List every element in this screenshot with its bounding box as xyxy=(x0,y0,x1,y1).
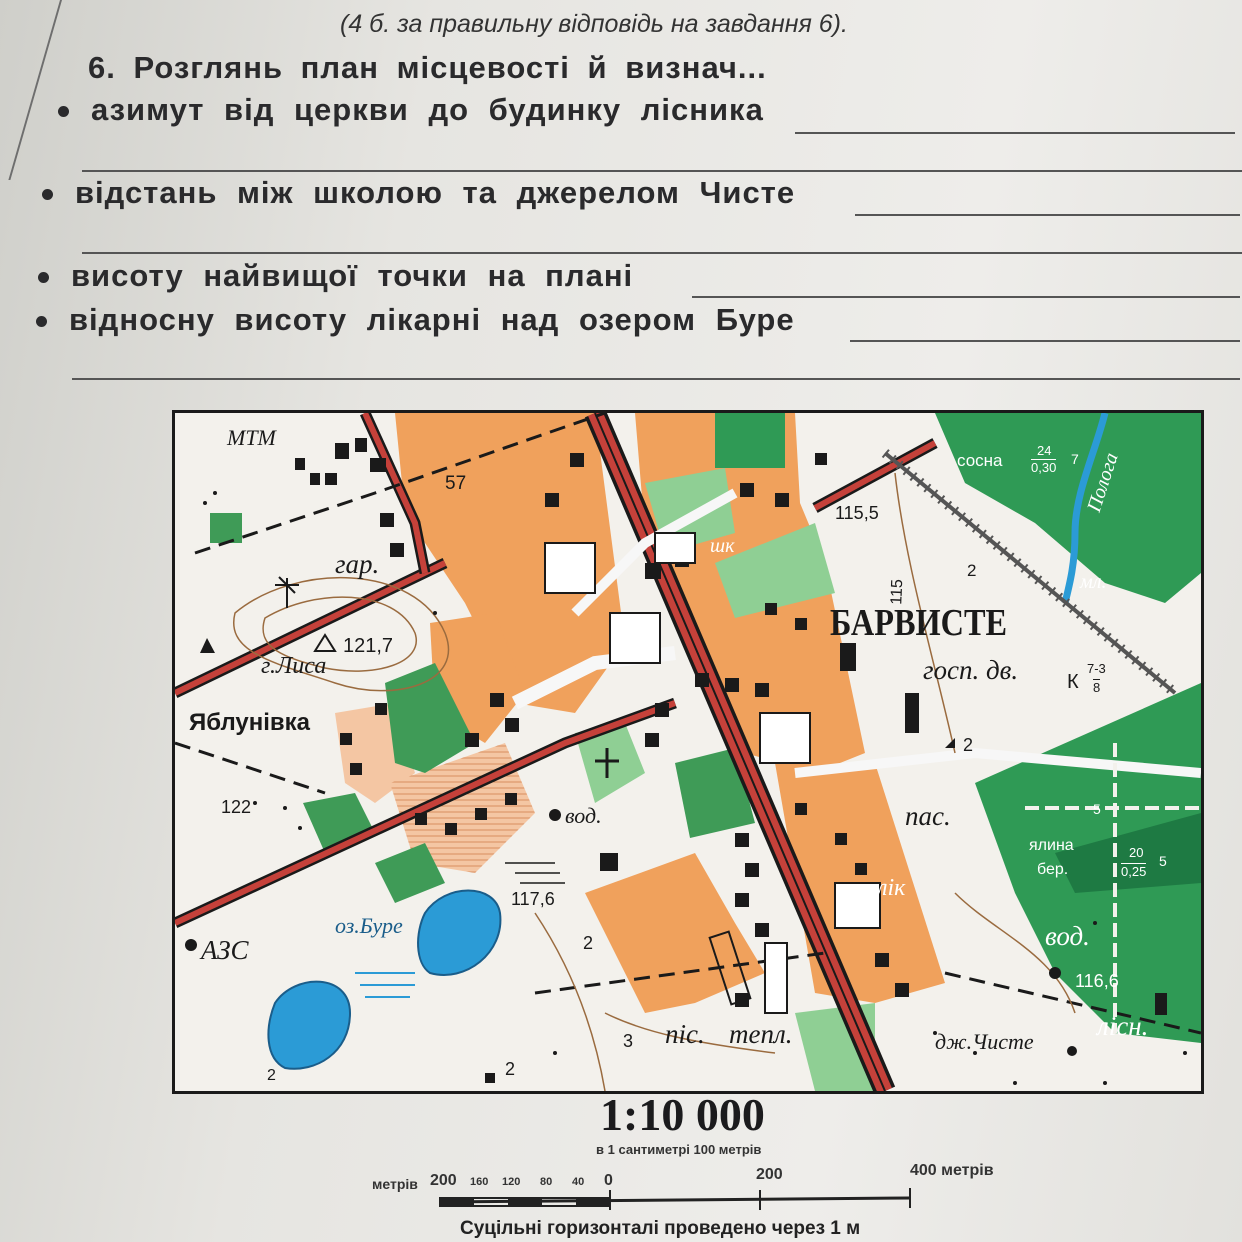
scale-tick-160: 160 xyxy=(470,1176,489,1188)
gas-station-icon xyxy=(185,939,197,951)
contour-4 xyxy=(535,913,605,1091)
label-village-yablunivka: Яблунівка xyxy=(189,709,311,736)
question-1: азимут від церкви до будинку лісника xyxy=(58,92,764,128)
label-forester: лісн. xyxy=(1097,1011,1149,1041)
lake-southwest xyxy=(268,982,350,1069)
label-mtm: МТМ xyxy=(227,425,276,450)
label-garage: гар. xyxy=(335,549,380,579)
topographic-map xyxy=(172,410,1204,1094)
scale-tick-200-left: 200 xyxy=(430,1172,457,1189)
label-forest-den: 0,25 xyxy=(1121,864,1147,879)
label-well-den: 8 xyxy=(1093,680,1101,695)
label-height-115-5: 115,5 xyxy=(835,503,879,523)
scale-tick-120: 120 xyxy=(502,1176,521,1188)
label-water-right: вод. xyxy=(1045,921,1090,951)
answer-line-3[interactable] xyxy=(692,296,1240,298)
label-water-tower: вод. xyxy=(565,803,602,828)
answer-line-4b[interactable] xyxy=(72,378,1240,380)
label-forest-step: 5 xyxy=(1159,853,1167,869)
question-2: відстань між школою та джерелом Чисте xyxy=(42,175,795,211)
label-sosna: сосна xyxy=(957,451,1003,470)
road-northeast-fill xyxy=(815,443,935,508)
label-forest-species: ялина xyxy=(1029,837,1074,854)
label-num-3: 3 xyxy=(623,1031,634,1051)
tower-icon xyxy=(200,638,215,653)
trig-point-icon xyxy=(315,635,335,651)
scale-tick-80: 80 xyxy=(540,1176,553,1188)
label-num-2-mid: 2 xyxy=(583,933,594,953)
label-pasture: пас. xyxy=(905,801,951,831)
answer-line-1b[interactable] xyxy=(82,170,1242,172)
orchard-top xyxy=(715,413,785,468)
label-well-k: К xyxy=(1067,671,1079,693)
bullet-icon xyxy=(58,106,69,117)
label-lake: оз.Буре xyxy=(335,913,403,938)
scale-bar xyxy=(430,1188,930,1218)
points-note: (4 б. за правильну відповідь на завдання 6). xyxy=(340,10,848,38)
marsh-icon-2 xyxy=(505,863,565,883)
answer-line-2b[interactable] xyxy=(82,252,1242,254)
label-spring: дж.Чисте xyxy=(935,1029,1034,1054)
scale-subtitle: в 1 сантиметрі 100 метрів xyxy=(596,1142,762,1157)
contour-note: Суцільні горизонталі проведено через 1 м xyxy=(460,1218,861,1239)
builtup-area-south xyxy=(585,853,765,1013)
scale-ratio: 1:10 000 xyxy=(600,1089,765,1140)
label-hill-height: 121,7 xyxy=(343,635,394,657)
label-num-2-top: 2 xyxy=(967,561,977,580)
label-contour-115: 115 xyxy=(888,578,907,606)
label-sosna-num: 24 xyxy=(1037,443,1052,458)
scale-tick-400: 400 метрів xyxy=(910,1162,994,1179)
dashed-boundary-2 xyxy=(175,743,325,793)
label-height-57: 57 xyxy=(445,473,467,494)
water-tower-icon xyxy=(549,809,561,821)
label-village-title: БАРВИСТЕ xyxy=(830,602,1008,644)
label-height-117-6: 117,6 xyxy=(511,889,555,909)
label-river-pologa: Пологa xyxy=(1083,450,1123,515)
label-greenhouse: тепл. xyxy=(729,1019,793,1049)
label-num-5: 5 xyxy=(1093,801,1101,817)
map-graphics xyxy=(175,413,1201,1091)
lake-bure xyxy=(418,891,500,975)
label-farm-yard: госп. дв. xyxy=(923,655,1019,685)
scale-tick-0: 0 xyxy=(604,1172,613,1189)
label-gas-station: АЗС xyxy=(201,935,249,965)
scale-left-unit: метрів xyxy=(372,1176,418,1192)
answer-line-1[interactable] xyxy=(795,132,1235,134)
task-title: 6. Розглянь план місцевості й визнач... xyxy=(88,50,767,85)
label-num-2-lake: 2 xyxy=(267,1067,276,1084)
water-point-icon xyxy=(1049,967,1061,979)
label-sosna-den: 0,30 xyxy=(1031,460,1057,475)
answer-line-2[interactable] xyxy=(855,214,1240,216)
height-point-icon xyxy=(945,738,955,748)
marsh-icon xyxy=(355,973,415,997)
question-4: відносну висоту лікарні над озером Буре xyxy=(36,302,795,338)
label-height-122: 122 xyxy=(221,797,252,817)
label-mill: мл. xyxy=(1080,571,1107,593)
label-nursery: пiс. xyxy=(665,1019,705,1049)
question-3: висоту найвищої точки на плані xyxy=(38,258,633,294)
label-forest-num: 20 xyxy=(1129,845,1144,860)
spring-icon xyxy=(1067,1046,1077,1056)
scale-tick-40: 40 xyxy=(572,1176,585,1188)
label-height-2-right: 2 xyxy=(963,735,974,755)
label-forest-mix: бер. xyxy=(1037,861,1069,878)
label-school: шк xyxy=(710,535,735,557)
label-height-116-6: 116,6 xyxy=(1075,971,1119,991)
label-num-2-bottom: 2 xyxy=(505,1059,516,1079)
bullet-icon xyxy=(42,189,53,200)
label-hill-name: г.Лиса xyxy=(261,653,327,679)
orchard-small xyxy=(210,513,242,543)
label-hospital: лік xyxy=(877,875,906,901)
answer-line-4[interactable] xyxy=(850,340,1240,342)
bullet-icon xyxy=(38,272,49,283)
scale-tick-200-right: 200 xyxy=(756,1166,783,1183)
label-sosna-step: 7 xyxy=(1071,451,1079,467)
bullet-icon xyxy=(36,316,47,327)
label-well-num: 7-3 xyxy=(1087,661,1106,676)
windmill-icon xyxy=(275,577,299,608)
